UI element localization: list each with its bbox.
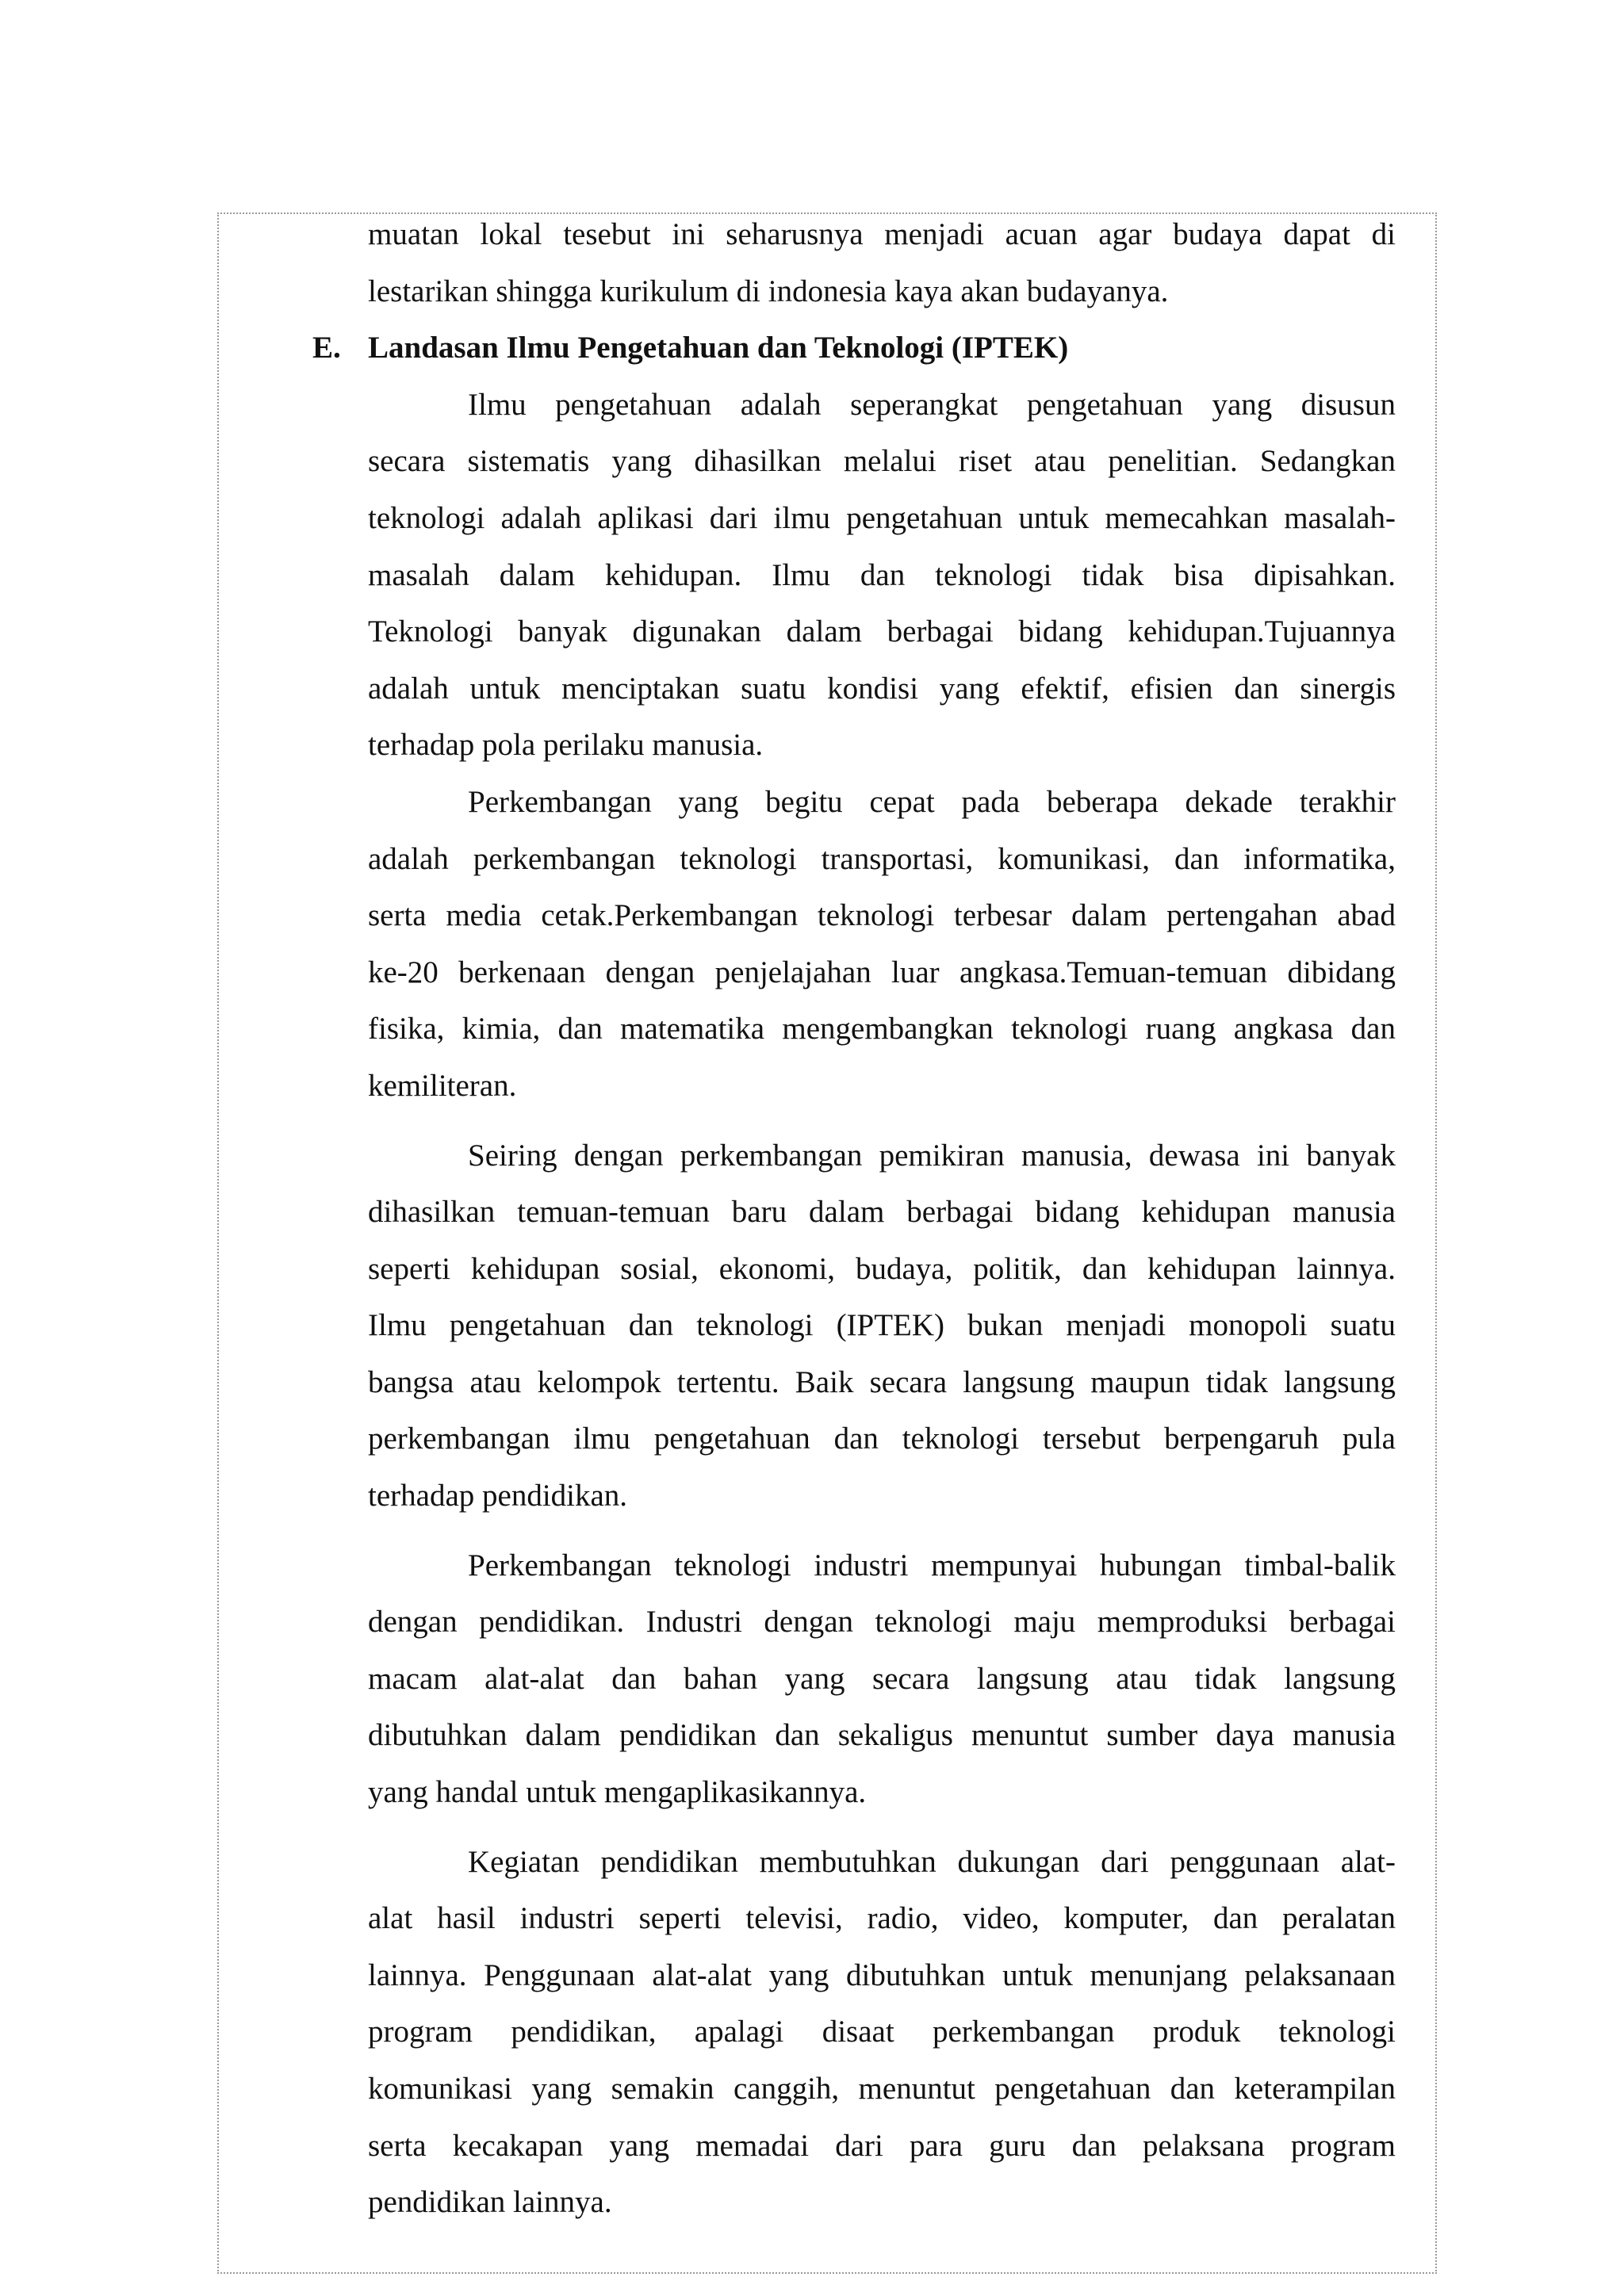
text-line: Teknologi banyak digunakan dalam berbagai bidang kehidupan.Tujuannya: [368, 614, 1396, 649]
document-body: [312, 206, 1396, 2231]
paragraph: [368, 1537, 1396, 1821]
text-line: adalah perkembangan teknologi transportasi, komunikasi, dan informatika,: [368, 841, 1396, 876]
text-line: dibutuhkan dalam pendidikan dan sekaligus menuntut sumber daya manusia: [368, 1718, 1396, 1753]
text-line: serta media cetak.Perkembangan teknologi terbesar dalam pertengahan abad: [368, 898, 1396, 933]
text-line: macam alat-alat dan bahan yang secara langsung atau tidak langsung: [368, 1661, 1396, 1696]
text-line: ke-20 berkenaan dengan penjelajahan luar angkasa.Temuan-temuan dibidang: [368, 955, 1396, 989]
text-line: kemiliteran.: [368, 1068, 517, 1103]
text-line: Ilmu pengetahuan dan teknologi (IPTEK) bukan menjadi monopoli suatu: [368, 1308, 1396, 1343]
text-line: fisika, kimia, dan matematika mengembangkan teknologi ruang angkasa dan: [368, 1012, 1396, 1047]
section-number: E.: [312, 331, 341, 365]
text-line: Perkembangan yang begitu cepat pada beberapa dekade terakhir: [468, 784, 1396, 819]
text-line: Ilmu pengetahuan adalah seperangkat pengetahuan yang disusun: [468, 387, 1396, 422]
text-line: Kegiatan pendidikan membutuhkan dukungan dari penggunaan alat-: [468, 1844, 1396, 1879]
text-line: dihasilkan temuan-temuan baru dalam berbagai bidang kehidupan manusia: [368, 1195, 1396, 1230]
text-line: adalah untuk menciptakan suatu kondisi yang efektif, efisien dan sinergis: [368, 671, 1396, 706]
text-line: Seiring dengan perkembangan pemikiran manusia, dewasa ini banyak: [468, 1138, 1396, 1173]
text-line: lainnya. Penggunaan alat-alat yang dibutuhkan untuk menunjang pelaksanaan: [368, 1957, 1396, 1992]
text-line: dengan pendidikan. Industri dengan teknologi maju memproduksi berbagai: [368, 1605, 1396, 1640]
text-line: lestarikan shingga kurikulum di indonesia kaya akan budayanya.: [368, 274, 1169, 308]
text-line: serta kecakapan yang memadai dari para guru dan pelaksana program: [368, 2128, 1396, 2163]
text-line: secara sistematis yang dihasilkan melalui riset atau penelitian. Sedangkan: [368, 444, 1396, 479]
text-line: muatan lokal tesebut ini seharusnya menjadi acuan agar budaya dapat di: [368, 217, 1396, 251]
paragraph: [368, 377, 1396, 774]
text-line: perkembangan ilmu pengetahuan dan teknologi tersebut berpengaruh pula: [368, 1422, 1396, 1456]
text-line: program pendidikan, apalagi disaat perkembangan produk teknologi: [368, 2015, 1396, 2049]
text-line: Perkembangan teknologi industri mempunyai hubungan timbal-balik: [468, 1548, 1396, 1582]
text-line: masalah dalam kehidupan. Ilmu dan teknologi tidak bisa dipisahkan.: [368, 557, 1396, 592]
paragraph: [368, 1834, 1396, 2231]
paragraph-spacer: [368, 1115, 1396, 1127]
text-line: seperti kehidupan sosial, ekonomi, budaya, politik, dan kehidupan lainnya.: [368, 1251, 1396, 1286]
paragraph-spacer: [368, 1525, 1396, 1537]
section-heading: [312, 320, 1396, 377]
text-line: pendidikan lainnya.: [368, 2185, 612, 2220]
text-line: komunikasi yang semakin canggih, menuntut pengetahuan dan keterampilan: [368, 2072, 1396, 2106]
text-line: terhadap pendidikan.: [368, 1479, 628, 1513]
text-line: terhadap pola perilaku manusia.: [368, 728, 764, 763]
text-line: yang handal untuk mengaplikasikannya.: [368, 1775, 867, 1810]
paragraph-spacer: [368, 1821, 1396, 1834]
paragraph: [368, 774, 1396, 1115]
paragraph: [368, 1127, 1396, 1525]
text-line: teknologi adalah aplikasi dari ilmu pengetahuan untuk memecahkan masalah-: [368, 500, 1396, 535]
section-title: Landasan Ilmu Pengetahuan dan Teknologi (IPTEK): [368, 331, 1069, 365]
intro-paragraph: [368, 206, 1396, 320]
text-line: bangsa atau kelompok tertentu. Baik secara langsung maupun tidak langsung: [368, 1364, 1396, 1399]
text-line: alat hasil industri seperti televisi, radio, video, komputer, dan peralatan: [368, 1901, 1396, 1936]
